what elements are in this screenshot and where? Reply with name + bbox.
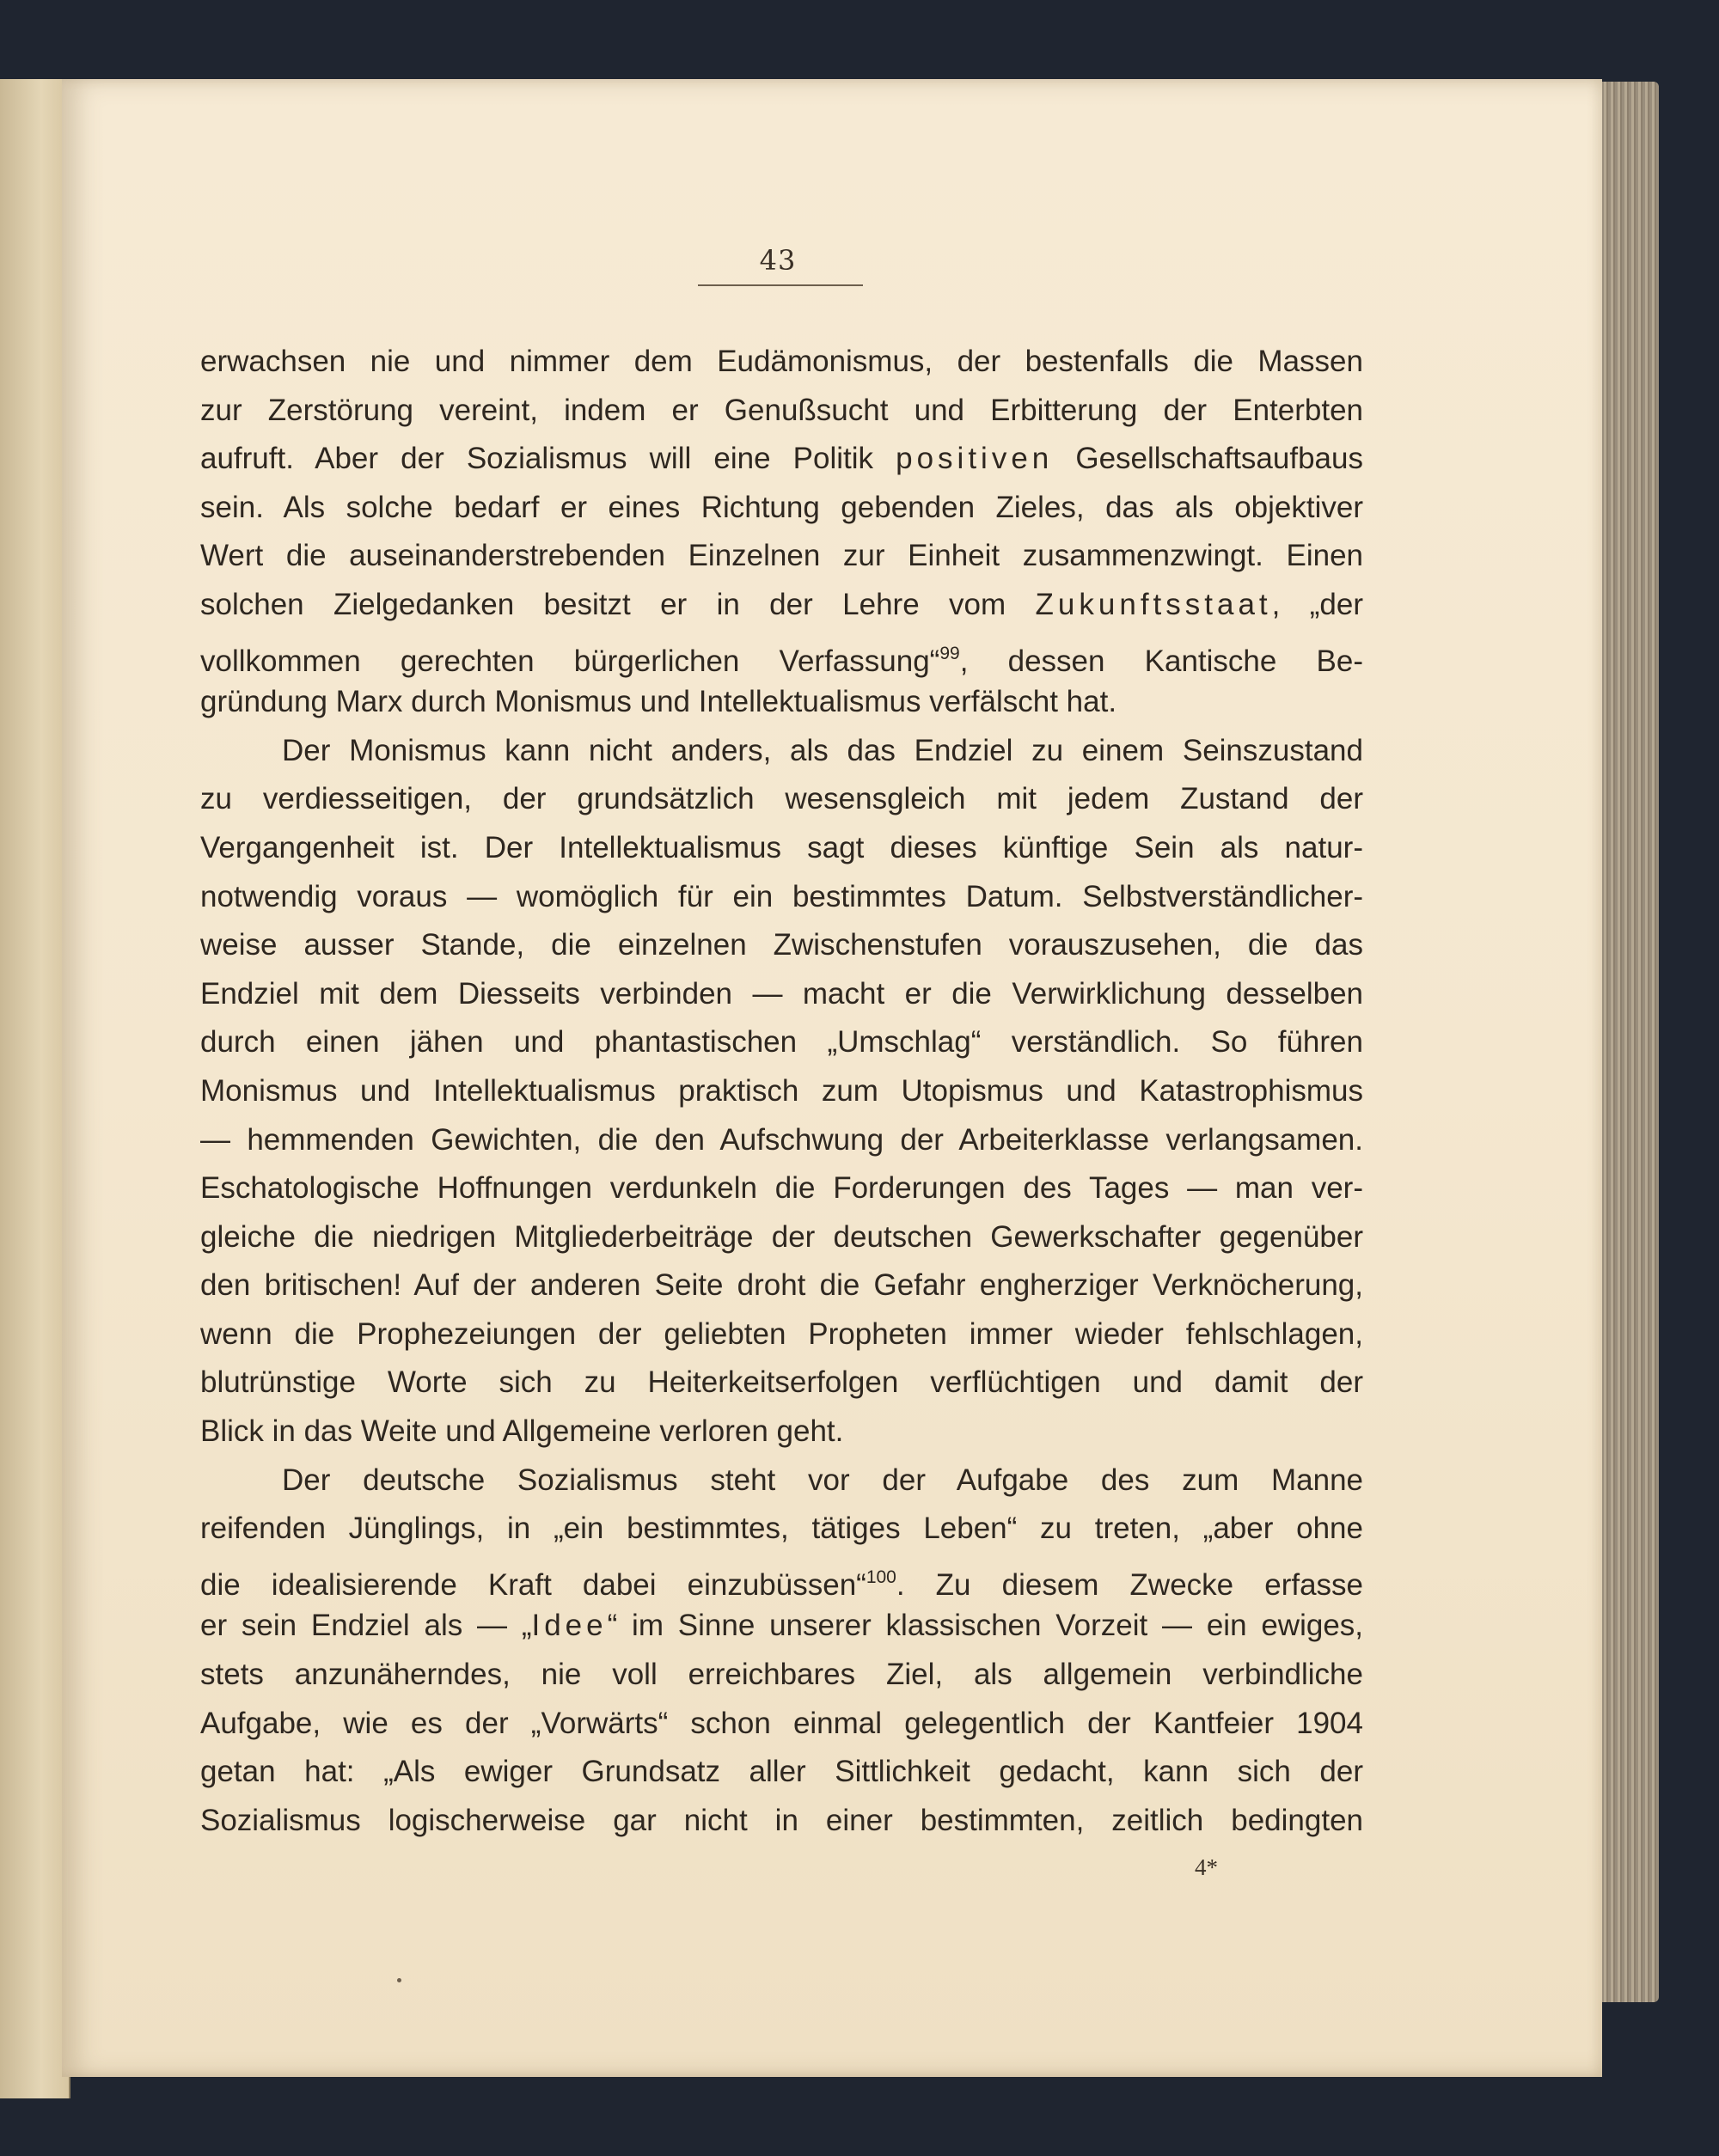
text-line: Monismus und Intellektualismus praktisch zum Utopismus und Katastrophismus — [200, 1073, 1363, 1108]
text-line: Sozialismus logischerweise gar nicht in einer bestimmten, zeitlich bedingten — [200, 1803, 1363, 1837]
text-line: notwendig voraus — womöglich für ein bestimmtes Datum. Selbstverständlicher- — [200, 879, 1363, 913]
text-line: den britischen! Auf der anderen Seite droht die Gefahr engherziger Verknöcherung, — [200, 1268, 1363, 1303]
text-line: Endziel mit dem Diesseits verbinden — macht er die Verwirklichung desselben — [200, 976, 1363, 1011]
text-line: wenn die Prophezeiungen der geliebten Propheten immer wieder fehlschlagen, — [200, 1316, 1363, 1351]
text-line: reifenden Jünglings, in „ein bestimmtes, tätiges Leben“ zu treten, „aber ohne — [200, 1512, 1363, 1546]
text-line: zur Zerstörung vereint, indem er Genußsucht und Erbitterung der Enterbten — [200, 393, 1363, 427]
text-line: vollkommen gerechten bürgerlichen Verfassung“$^{99}$, dessen Kantische Be- — [200, 643, 1363, 678]
footnote-ref: 100 — [866, 1567, 896, 1587]
text-line: durch einen jähen und phantastischen „Umschlag“ verständlich. So führen — [200, 1025, 1363, 1060]
text-line: getan hat: „Als ewiger Grundsatz aller Sittlichkeit gedacht, kann sich der — [200, 1755, 1363, 1789]
text-line: stets anzunäherndes, nie voll erreichbares Ziel, als allgemein verbindliche — [200, 1658, 1363, 1692]
text-line: Blick in das Weite und Allgemeine verloren geht. — [200, 1414, 844, 1449]
text-line: Eschatologische Hoffnungen verdunkeln die Forderungen des Tages — man ver- — [200, 1171, 1363, 1206]
text-line: Vergangenheit ist. Der Intellektualismus sagt dieses künftige Sein als natur- — [200, 830, 1363, 864]
text-line: Der Monismus kann nicht anders, als das Endziel zu einem Seinszustand — [282, 733, 1363, 767]
text-line: Aufgabe, wie es der „Vorwärts“ schon einmal gelegentlich der Kantfeier 1904 — [200, 1706, 1363, 1740]
ink-speck — [397, 1978, 401, 1982]
text-line: weise ausser Stande, die einzelnen Zwischenstufen vorauszusehen, die das — [200, 928, 1363, 962]
footnote-ref: 99 — [939, 643, 960, 663]
header-rule — [698, 284, 863, 286]
page-number: 43 — [759, 244, 797, 277]
text-line: gleiche die niedrigen Mitgliederbeiträge der deutschen Gewerkschafter gegenüber — [200, 1219, 1363, 1254]
text-line: solchen Zielgedanken besitzt er in der Lehre vom Zukunftsstaat, „der — [200, 587, 1363, 621]
text-line: er sein Endziel als — „Idee“ im Sinne unserer klassischen Vorzeit — ein ewiges, — [200, 1609, 1364, 1643]
text-line: Der deutsche Sozialismus steht vor der Aufgabe des zum Manne — [282, 1463, 1363, 1497]
text-line: sein. Als solche bedarf er eines Richtung gebenden Zieles, das als objektiver — [200, 490, 1363, 524]
text-line: Wert die auseinanderstrebenden Einzelnen zur Einheit zusammenzwingt. Einen — [200, 539, 1363, 573]
text-line: erwachsen nie und nimmer dem Eudämonismus, der bestenfalls die Massen — [200, 345, 1363, 378]
emphasized-word: Zukunftsstaat — [1035, 587, 1272, 621]
page-stack-edge — [1594, 82, 1659, 2002]
text-line: aufruft. Aber der Sozialismus will eine Politik positiven Gesellschaftsaufbaus — [200, 442, 1363, 476]
body-text — [200, 338, 1363, 1845]
facing-page-edge — [0, 79, 70, 2098]
text-line: gründung Marx durch Monismus und Intellektualismus verfälscht hat. — [200, 685, 1117, 719]
printer-signature-mark: 4* — [1195, 1854, 1218, 1880]
emphasized-word: Idee — [531, 1609, 608, 1643]
text-line: — hemmenden Gewichten, die den Aufschwung der Arbeiterklasse verlangsamen. — [200, 1122, 1363, 1157]
text-line: zu verdiesseitigen, der grundsätzlich wesensgleich mit jedem Zustand der — [200, 782, 1363, 816]
emphasized-word: positiven — [896, 442, 1054, 476]
text-line: die idealisierende Kraft dabei einzubüssen“$^{100}$. Zu diesem Zwecke erfasse — [200, 1567, 1363, 1602]
text-line: blutrünstige Worte sich zu Heiterkeitserfolgen verflüchtigen und damit der — [200, 1365, 1363, 1400]
